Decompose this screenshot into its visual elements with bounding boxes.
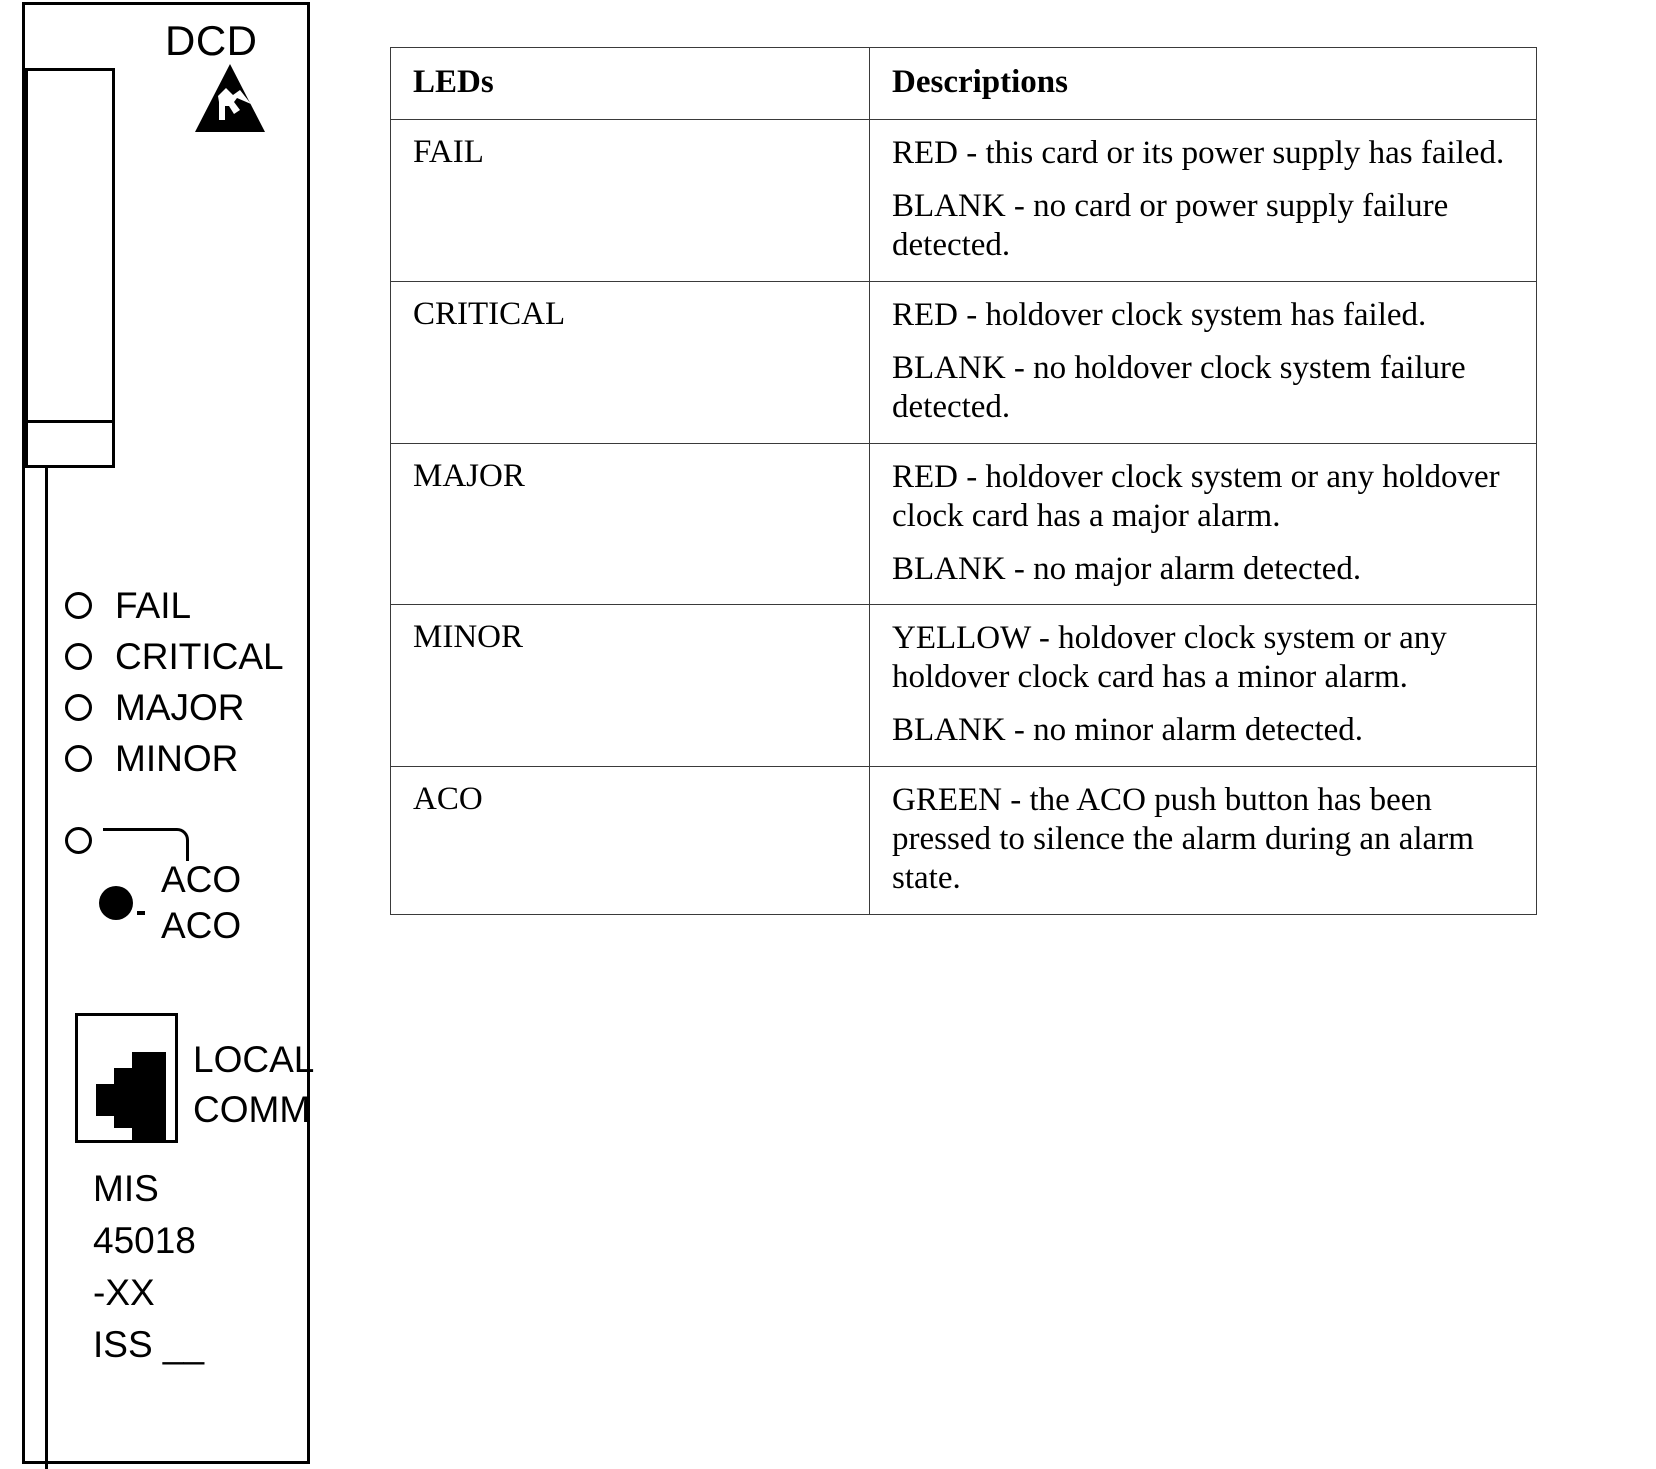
table-row: [391, 605, 1537, 767]
cell-led-name: MINOR: [391, 605, 870, 767]
description-line: YELLOW - holdover clock system or any holdover clock card has a minor alarm.: [892, 620, 1447, 696]
cell-led-description: [870, 281, 1537, 443]
ejector-latch-body: [25, 68, 115, 466]
part-number-line-1: MIS: [93, 1168, 159, 1209]
part-number-line-4: ISS __: [93, 1324, 205, 1365]
description-line: BLANK - no card or power supply failure detected.: [892, 187, 1449, 263]
cell-led-description: [870, 443, 1537, 605]
led-indicator-fail: [65, 585, 191, 625]
description-line: RED - holdover clock system or any holdover clock card has a major alarm.: [892, 458, 1500, 534]
aco-leader-line: [103, 828, 189, 861]
part-number-line-2: 45018: [93, 1220, 196, 1261]
description-line: BLANK - no major alarm detected.: [892, 550, 1362, 587]
led-circle-fail: [65, 592, 92, 619]
led-indicator-minor: [65, 738, 238, 778]
part-number-line-3: -XX: [93, 1272, 155, 1313]
aco-push-button-label: ACO: [161, 905, 242, 946]
description-line: BLANK - no holdover clock system failure detected.: [892, 349, 1466, 425]
dcd-card-faceplate: [22, 2, 315, 1464]
cell-led-name: MAJOR: [391, 443, 870, 605]
column-header-descriptions: Descriptions: [870, 48, 1537, 120]
led-circle-minor: [65, 745, 92, 772]
table-row: [391, 443, 1537, 605]
table-row: [391, 767, 1537, 915]
table-header-row: [391, 48, 1537, 120]
cell-led-name: ACO: [391, 767, 870, 915]
led-label-critical: CRITICAL: [115, 635, 284, 677]
led-label-aco: ACO: [161, 859, 242, 900]
led-label-major: MAJOR: [115, 686, 245, 728]
led-indicator-major: [65, 687, 245, 727]
led-circle-critical: [65, 643, 92, 670]
table-row: [391, 281, 1537, 443]
description-line: RED - holdover clock system has failed.: [892, 296, 1427, 333]
description-line: GREEN - the ACO push button has been pressed to silence the alarm during an alarm state.: [892, 782, 1474, 897]
cell-led-description: [870, 767, 1537, 915]
description-line: BLANK - no minor alarm detected.: [892, 712, 1364, 749]
led-label-fail: FAIL: [115, 584, 192, 626]
aco-push-button-leader: [137, 911, 145, 915]
table-row: [391, 120, 1537, 282]
rj-jack-icon[interactable]: [75, 1013, 178, 1143]
led-circle-aco: [65, 827, 92, 854]
esd-warning-triangle-icon: [193, 62, 267, 134]
aco-push-button[interactable]: [99, 886, 133, 920]
led-indicator-critical: [65, 636, 284, 676]
ejector-latch-lower: [25, 420, 115, 468]
led-label-minor: MINOR: [115, 737, 239, 779]
ejector-latch-stem: [45, 467, 48, 1469]
description-line: RED - this card or its power supply has failed.: [892, 135, 1505, 171]
card-title: DCD: [165, 17, 258, 64]
connector-label-local: LOCAL: [193, 1039, 315, 1080]
led-circle-major: [65, 694, 92, 721]
led-descriptions-table: [390, 47, 1537, 915]
column-header-leds: LEDs: [391, 48, 870, 120]
cell-led-name: CRITICAL: [391, 281, 870, 443]
cell-led-name: FAIL: [391, 120, 870, 282]
cell-led-description: [870, 120, 1537, 282]
cell-led-description: [870, 605, 1537, 767]
connector-label-comm: COMM: [193, 1089, 311, 1130]
